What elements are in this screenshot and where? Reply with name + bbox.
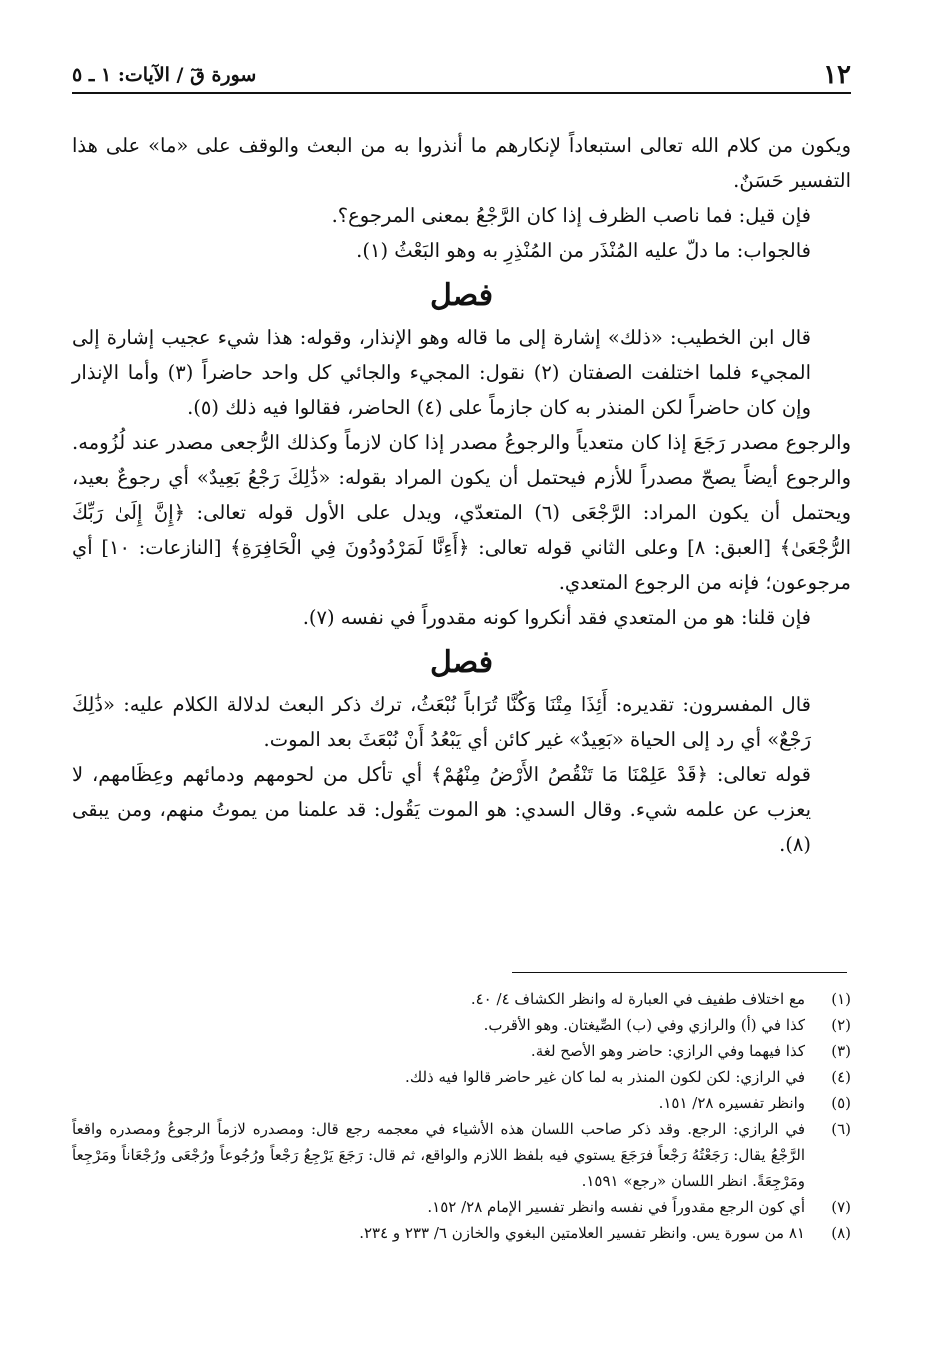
paragraph: فالجواب: ما دلّ عليه المُنْذَر من المُنْذِرِ به وهو البَعْثُ (١). [356,239,811,262]
footnote-number: (٨) [831,1224,851,1242]
running-header [72,56,851,94]
footnote-number: (٧) [831,1198,851,1216]
section-heading: فصل [429,278,494,313]
section-heading: فصل [429,645,494,680]
footnote [72,1116,851,1194]
page-number: ١٢ [823,60,851,90]
footnote [72,1090,851,1116]
footnote-text: كذا فيهما وفي الرازي: حاضر وهو الأصح لغة. [530,1042,805,1060]
footnote-separator [512,972,847,973]
paragraph: قوله تعالى: ﴿قَدْ عَلِمْنَا مَا تَنْقُصُ الأَرْضُ مِنْهُمْ﴾ أي تأكل من لحومهم ودمائهم وعِظَامهم، لا يعزب عن علمه شيء. وقال السدي: هو الموت يَقُول: قد علمنا من يموتُ منهم، ومن يبقى (٨). [72,763,811,856]
footnote [72,1194,851,1220]
footnotes [72,986,851,1246]
footnote [72,986,851,1012]
footnote-number: (٣) [831,1042,851,1060]
footnote [72,1038,851,1064]
main-text [72,128,851,862]
footnote-number: (٥) [831,1094,851,1112]
paragraph: والرجوع مصدر رَجَعَ إذا كان متعدياً والرجوعُ مصدر إذا كان لازماً وكذلك الرُّجعى مصدر عند لُزُومه. والرجوع أيضاً يصحّ مصدراً للأزم فيحتمل أن يكون المراد بقوله: «ذَٰلِكَ رَجْعُ بَعِيدٌ» أي رجوعٌ بعيد، ويحتمل أن يكون المراد: الرَّجْعَى (٦) المتعدّي، ويدل على الأول قوله تعالى: ﴿إِنَّ إِلَىٰ رَبِّكَ الرُّجْعَىٰ﴾ [العبق: ٨] وعلى الثاني قوله تعالى: ﴿أَءِنَّا لَمَرْدُودُونَ فِي الْحَافِرَةِ﴾ [النازعات: ١٠] أي مرجوعون؛ فإنه من الرجوع المتعدي. [72,431,851,594]
footnote-text: ٨١ من سورة يس. وانظر تفسير العلامتين البغوي والخازن ٦/ ٢٣٣ و ٢٣٤. [359,1224,805,1242]
footnote-text: في الرازي: لكن لكون المنذر به لما كان غير حاضر قالوا فيه ذلك. [405,1068,805,1086]
paragraph: قال المفسرون: تقديره: أَئِذَا مِتْنَا وَكُنَّا تُرَاباً نُبْعَثُ، ترك ذكر البعث لدلالة الكلام عليه: «ذَٰلِكَ رَجْعٌ» أي رد إلى الحياة «بَعِيدٌ» غير كائن أي يَبْعُدُ أَنْ نُبْعَثَ بعد الموت. [72,693,811,751]
footnote-number: (١) [831,990,851,1008]
running-title: سورة قٓ / الآيات: ١ ـ ٥ [72,64,257,86]
footnote-number: (٢) [831,1016,851,1034]
footnote-text: مع اختلاف طفيف في العبارة له وانظر الكشاف ٤/ ٤٠. [470,990,805,1008]
footnote-number: (٤) [831,1068,851,1086]
footnote [72,1220,851,1246]
paragraph: فإن قلنا: هو من المتعدي فقد أنكروا كونه مقدوراً في نفسه (٧). [302,606,811,629]
footnote-text: في الرازي: الرجع. وقد ذكر صاحب اللسان هذه الأشياء في معجمه رجع قال: ومصدره لازماً الرجوعُ ومصدره واقعاً الرَّجْعُ يقال: رَجَعْتُهُ رَجْعاً فرَجَعَ يستوي فيه بلفظ اللازم والواقع، ثم قال: رَجَعَ يَرْجِعُ رَجْعاً ورُجُوعاً ورُجْعَى ورُجْعَاناً ومَرْجِعاً ومَرْجِعَةً. انظر اللسان «رجع» ١٥٩١. [72,1120,805,1190]
paragraph: فإن قيل: فما ناصب الظرف إذا كان الرَّجْعُ بمعنى المرجوع؟. [331,204,811,227]
footnote-text: أي كون الرجع مقدوراً في نفسه وانظر تفسير الإمام ٢٨/ ١٥٢. [427,1198,805,1216]
footnote-text: وانظر تفسيره ٢٨/ ١٥١. [658,1094,805,1112]
footnote [72,1064,851,1090]
footnote-number: (٦) [831,1120,851,1138]
footnote-text: كذا في (أ) والرازي وفي (ب) الصِّيغتان. وهو الأقرب. [483,1016,805,1034]
paragraph: ويكون من كلام الله تعالى استبعاداً لإنكارهم ما أنذروا به من البعث والوقف على «ما» على هذا التفسير حَسَنٌ. [72,134,851,192]
footnote [72,1012,851,1038]
paragraph: قال ابن الخطيب: «ذلك» إشارة إلى ما قاله وهو الإنذار، وقوله: هذا شيء عجيب إشارة إلى المجيء فلما اختلفت الصفتان (٢) نقول: المجيء والجائي كل واحد حاضراً (٣) وأما الإنذار وإن كان حاضراً لكن المنذر به كان جازماً على (٤) الحاضر، فقالوا فيه ذلك (٥). [72,326,812,419]
